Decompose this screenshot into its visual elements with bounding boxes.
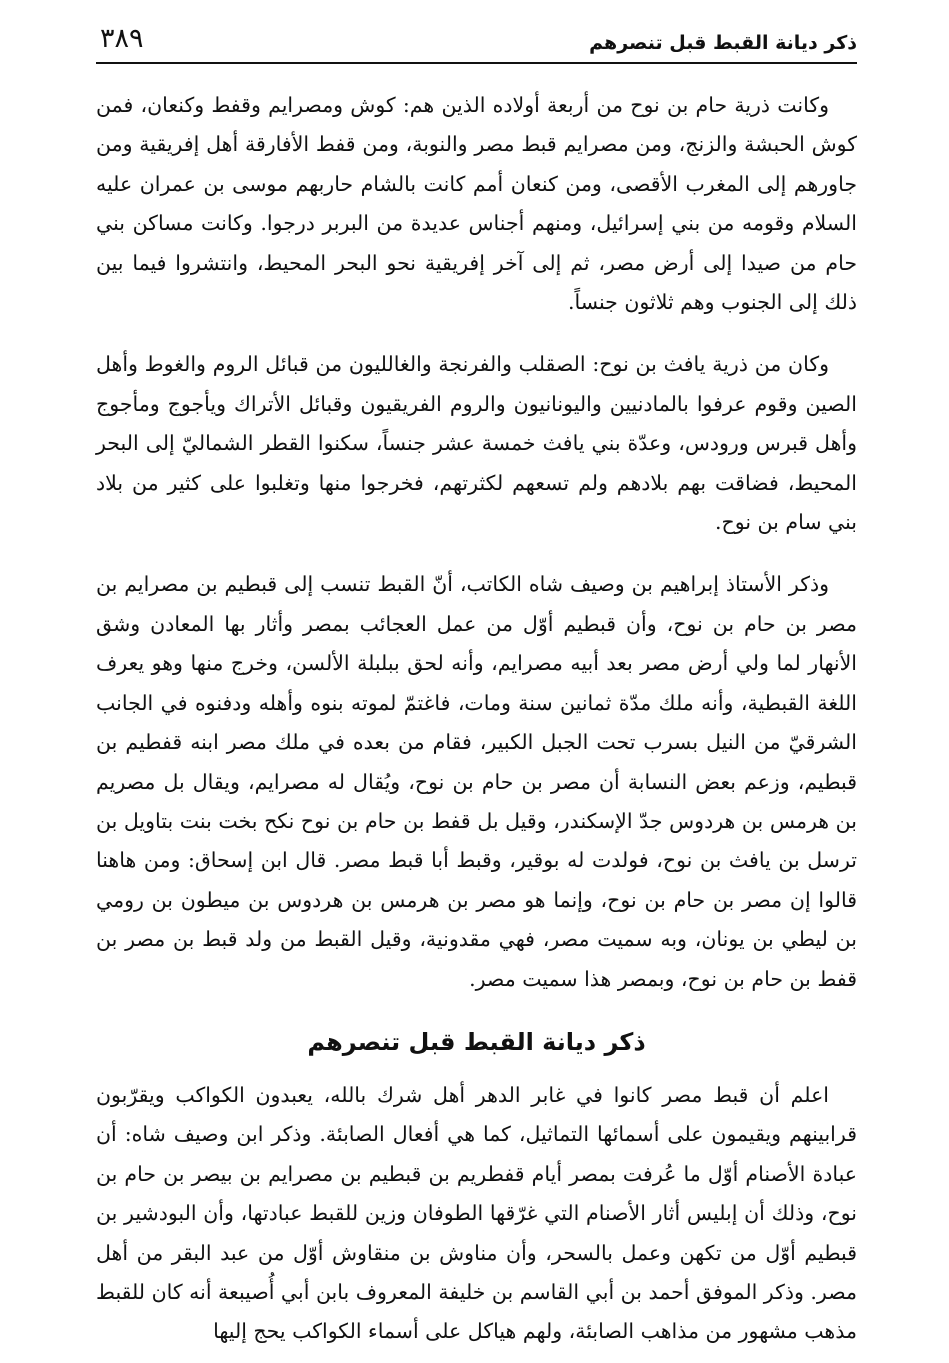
paragraph-copts-religion: اعلم أن قبط مصر كانوا في غابر الدهر أهل شرك بالله، يعبدون الكواكب ويقرّبون قرابينهم ويقيمون على أسمائها التماثيل، كما هي أفعال الصابئة. وذكر ابن وصيف شاه: أن عبادة الأصنام أوّل ما عُرفت بمصر أيام قفطريم بن قبطيم بن مصرايم بن بيصر بن حام بن نوح، وذلك أن إبليس أثار الأصنام التي غرّقها الطوفان وزين للقبط عبادتها، وأن البودشير بن قبطيم أوّل من تكهن وعمل بالسحر، وأن مناوش بن منقاوش أوّل من عبد البقر من أهل مصر. وذكر الموفق أحمد بن أبي القاسم بن خليفة المعروف بابن أبي أُصيبعة أنه كان للقبط مذهب مشهور من مذاهب الصابئة، ولهم هياكل على أسماء الكواكب يحج إليها bbox=[96, 1082, 857, 1344]
section-heading: ذكر ديانة القبط قبل تنصرهم bbox=[307, 1027, 646, 1056]
paragraph-copts-origin: وذكر الأستاذ إبراهيم بن وصيف شاه الكاتب، أنّ القبط تنسب إلى قبطيم بن مصرايم بن مصر بن حام بن نوح، وأن قبطيم أوّل من عمل العجائب بمصر وأثار بها المعادن وشق الأنهار لما ولي أرض مصر بعد أبيه مصرايم، وأنه لحق ببلبلة الألسن، وخرج منها وهو يعرف اللغة القبطية، وأنه ملك مدّة ثمانين سنة ومات، فاغتمّ لموته بنوه وأهله ودفنوه في الجانب الشرقيّ من النيل بسرب تحت الجبل الكبير، فقام من بعده في ملك مصر ابنه قفطيم بن قبطيم، وزعم بعض النسابة أن مصر بن حام بن نوح، ويُقال له مصرايم، ويقال بل مصريم بن هرمس بن هردوس جدّ الإسكندر، وقيل بل قفط بن حام بن نوح نكح بخت بنت بتاويل بن ترسل بن يافث بن نوح، فولدت له بوقير، وقبط أبا قبط مصر. قال ابن إسحاق: ومن هاهنا قالوا إن مصر بن حام بن نوح، وإنما هو مصر بن هرمس بن هردوس بن ميطون بن رومي بن ليطي بن يونان، وبه سميت مصر، فهي مقدونية، وقيل القبط من ولد قبط بن مصر بن قفط بن حام بن نوح، وبمصر هذا سميت مصر. bbox=[96, 572, 857, 991]
running-header bbox=[96, 18, 857, 64]
page-number: ٣٨٩ bbox=[100, 23, 144, 54]
paragraph-ham-descendants: وكانت ذرية حام بن نوح من أربعة أولاده الذين هم: كوش ومصرايم وقفط وكنعان، فمن كوش الحبشة والزنج، ومن مصرايم قبط مصر والنوبة، ومن قفط الأفارقة أهل إفريقية ومن جاورهم إلى المغرب الأقصى، ومن كنعان أمم كانت بالشام حاربهم موسى بن عمران عليه السلام وقومه من بني إسرائيل، ومنهم أجناس عديدة من البربر درجوا. وكانت مساكن بني حام من صيدا إلى أرض مصر، ثم إلى آخر إفريقية نحو البحر المحيط، وانتشروا فيما بين ذلك إلى الجنوب وهم ثلاثون جنساً. bbox=[96, 93, 857, 315]
running-title: ذكر ديانة القبط قبل تنصرهم bbox=[589, 32, 857, 54]
paragraph-japheth-descendants: وكان من ذرية يافث بن نوح: الصقلب والفرنجة والغالليون من قبائل الروم والغوط وأهل الصين وقوم عرفوا بالمادنيين واليونانيون والروم الفريقيون وقبائل الأتراك ويأجوج ومأجوج وأهل قبرس ورودس، وعدّة بني يافث خمسة عشر جنساً، سكنوا القطر الشماليّ إلى البحر المحيط، فضاقت بهم بلادهم ولم تسعهم لكثرتهم، فخرجوا منها وتغلبوا على كثير من بلاد بني سام بن نوح. bbox=[96, 352, 857, 535]
body-text bbox=[96, 86, 857, 1352]
